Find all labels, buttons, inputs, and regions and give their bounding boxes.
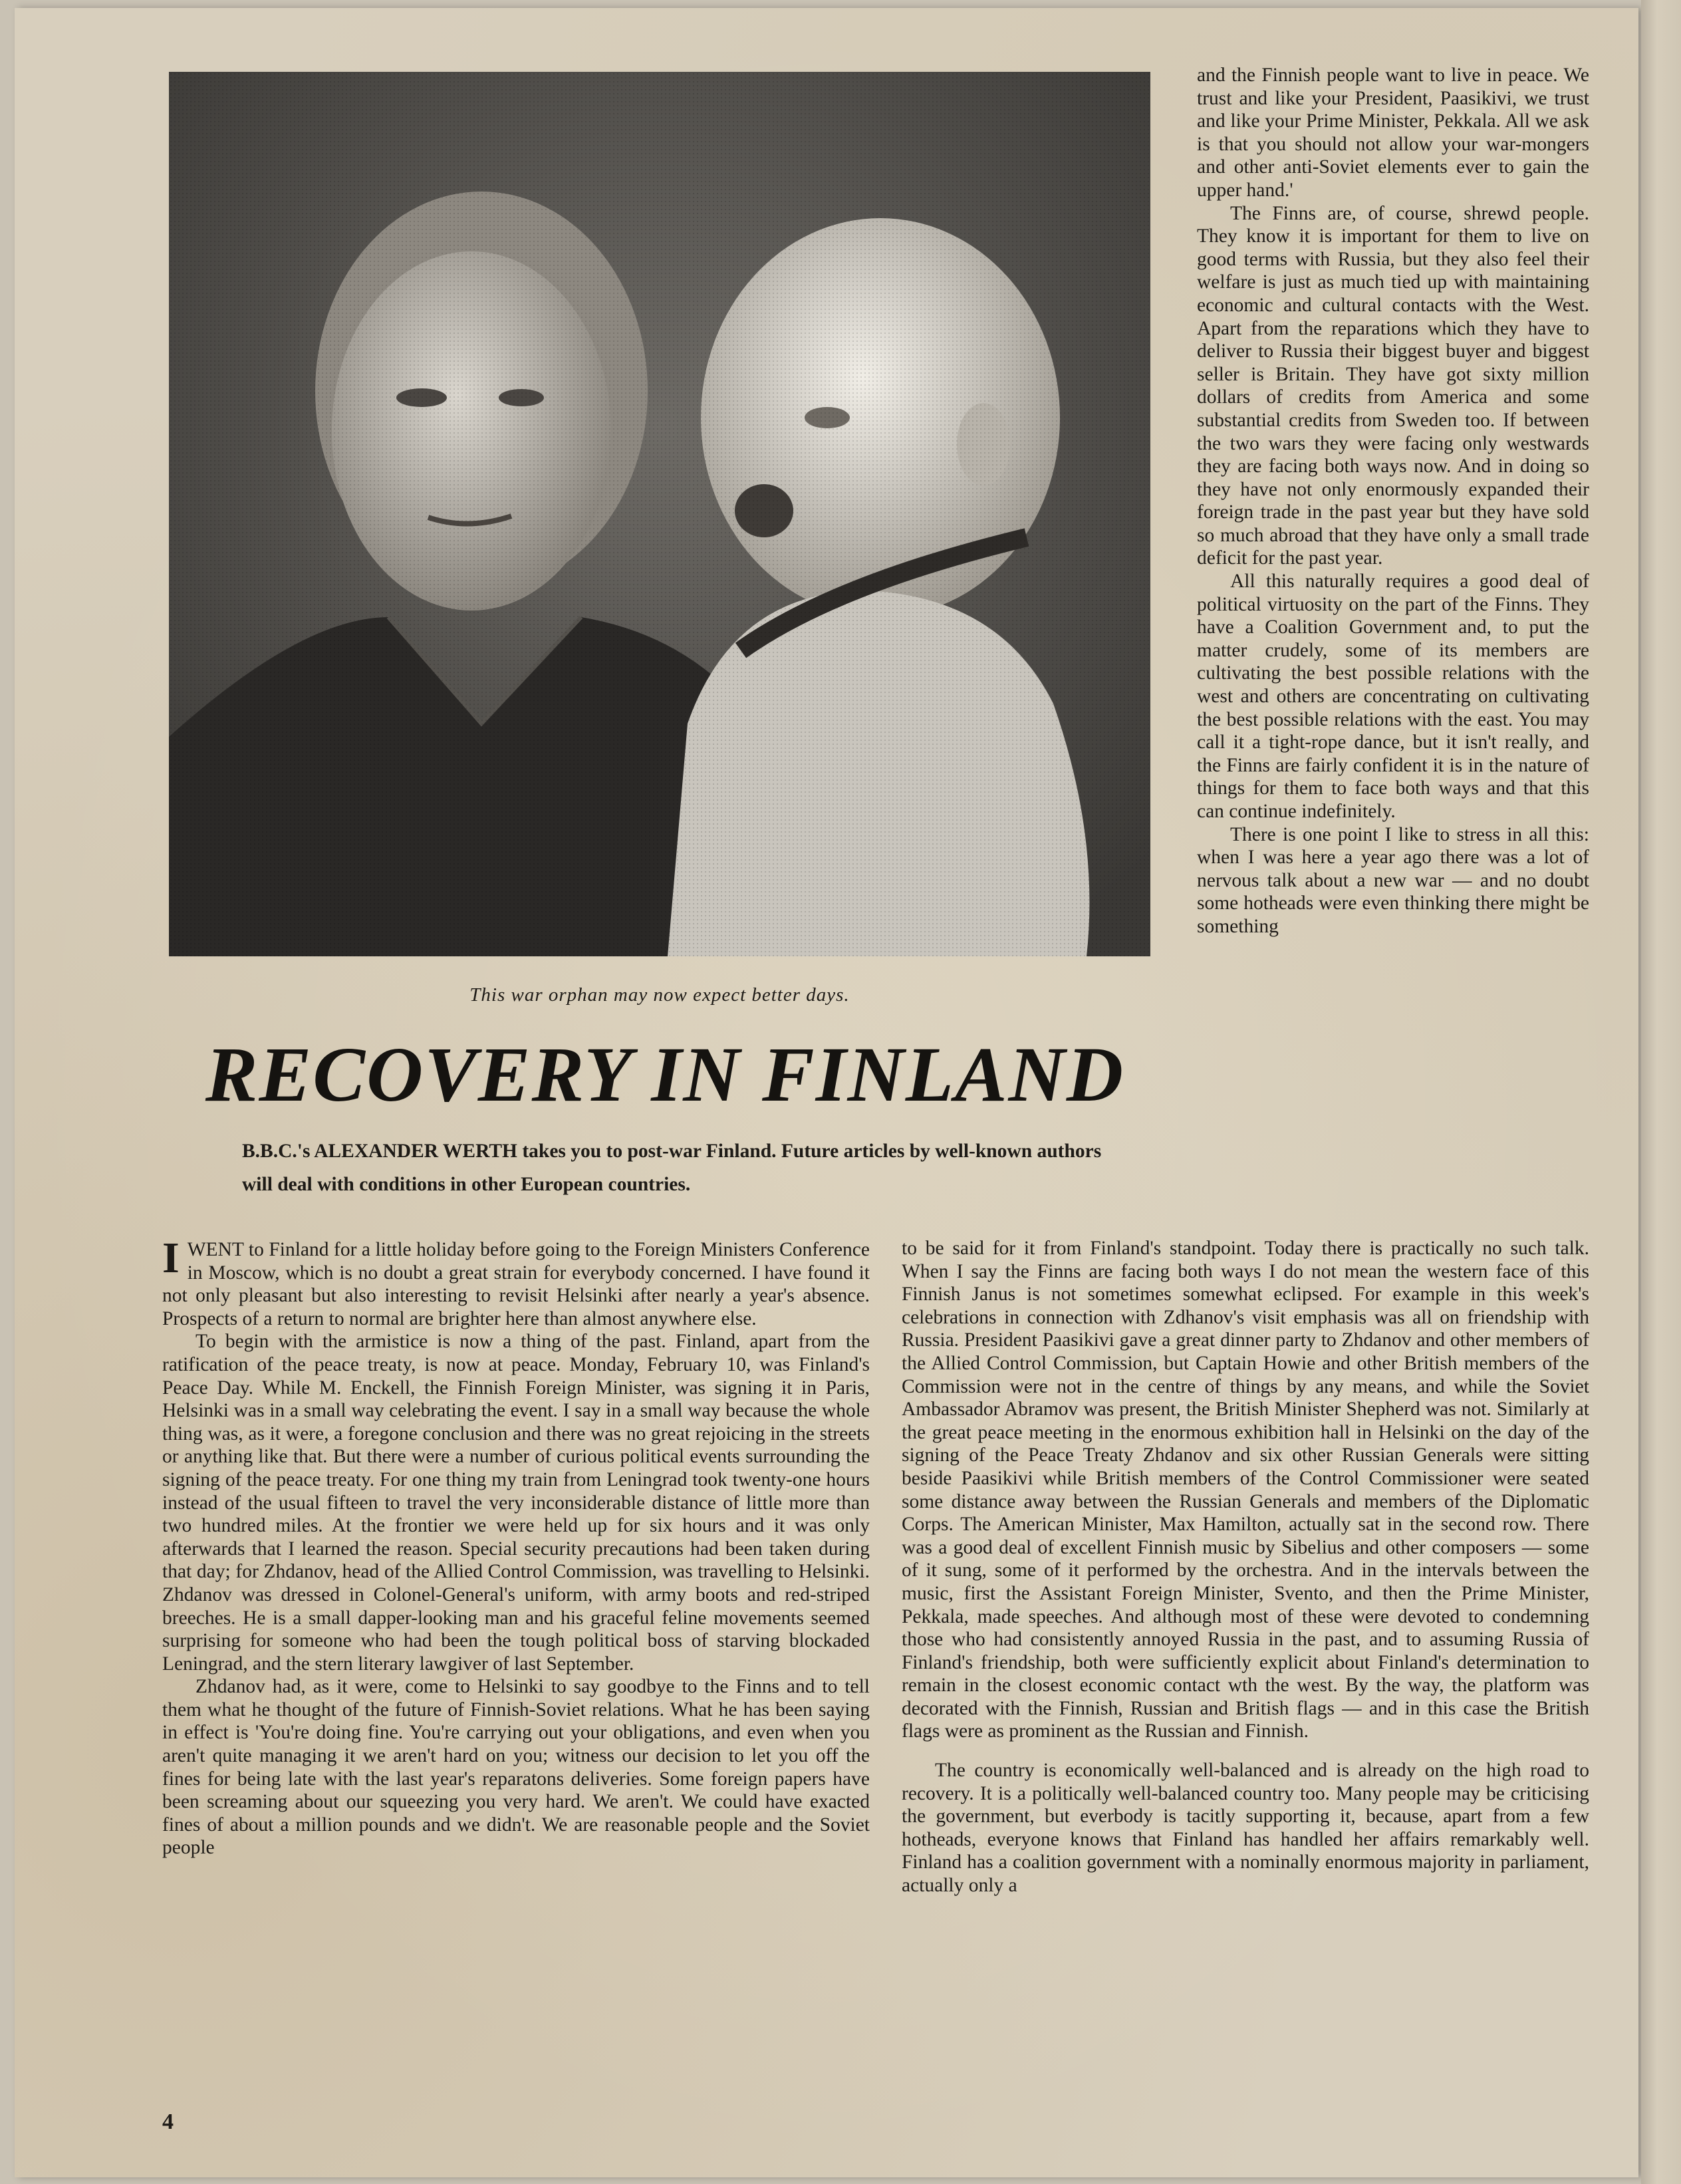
paragraph-gap [902, 1743, 1589, 1759]
paragraph: All this naturally requires a good deal of political virtuosity on the part of the Finns. They have a Coalition Government and, to put the matter crudely, some of its members are cultivating the best possible relations with the west and others are concentrating on cultivating the best possible relations with the east. You may call it a tight-rope dance, but it isn't really, and the Finns are fairly confident it is in the nature of things for them to face both ways and that this can continue indefinitely. [1197, 571, 1589, 822]
paragraph: Zhdanov had, as it were, come to Helsinki to say goodbye to the Finns and to tell them what he thought of the future of Finnish-Soviet relations. What he has been saying in effect is 'You're doing fine. You're carrying out your obligations, and even when you aren't quite managing it we aren't hard on you; witness our decision to let you off the fines for being late with the last year's reparatons deliveries. Some foreign papers have been screaming about our squeezing you very hard. We aren't. We could have exacted fines of about a million pounds and we didn't. We are reasonable people and the Soviet people [162, 1676, 870, 1859]
page-number: 4 [162, 2110, 174, 2134]
paragraph: to be said for it from Finland's standpoint. Today there is practically no such talk. When I say the Finns are facing both ways I do not mean the western face of this Finnish Janus is not sometimes somewhat eclipsed. For example in this week's celebrations in connection with Zdhanov's visit emphasis was all on friendship with Russia. President Paasikivi gave a great dinner party to Zhdanov and other members of the Allied Control Commission, but Captain Howie and other British members of the Commission were not in the centre of things by any means, and while the Soviet Ambassador Abramov was present, the British Minister Shepherd was not. Similarly at the great peace meeting in the enormous exhibition hall in Helsinki on the day of the signing of the Peace Treaty Zhdanov and six other Russian Generals were sitting beside Paasikivi while British members of the Control Commissioner were seated some distance away between the Russian Generals and members of the Diplomatic Corps. The American Minister, Max Hamilton, actually sat in the second row. There was a good deal of excellent Finnish music by Sibelius and other composers — some of it sung, some of it performed by the orchestra. And in the intervals between the music, first the Assistant Foreign Minister, Svento, and then the Prime Minister, Pekkala, made speeches. And although most of these were devoted to condemning those who had consistently annoyed Russia in the past, and to assuming Russia of Finland's friendship, both were sufficiently explicit about Finland's determination to remain in the closest economic contact wth the west. By the way, the platform was decorated with the Finnish, Russian and British flags — and in this case the British flags were as prominent as the Russian and Finnish. [902, 1238, 1589, 1742]
opening-paragraph-text: WENT to Finland for a little holiday before going to the Foreign Ministers Conference in Moscow, which is no doubt a great strain for everybody concerned. I have found it not only pleasant but also interesting to revisit Helsinki after nearly a year's absence. Prospects of a return to normal are brighter here than almost anywhere else. [162, 1239, 870, 1329]
article-headline: RECOVERY IN FINLAND [205, 1031, 1125, 1118]
right-bottom-column [902, 1237, 1589, 1897]
paragraph: To begin with the armistice is now a thing of the past. Finland, apart from the ratification of the peace treaty, is now at peace. Monday, February 10, was Finland's Peace Day. While M. Enckell, the Finnish Foreign Minister, was signing it in Paris, Helsinki was in a small way celebrating the event. I say in a small way because the whole thing was, as it were, a foregone conclusion and there was no great rejoicing in the streets or anything like that. But there were a number of curious political events surrounding the signing of the peace treaty. For one thing my train from Leningrad took twenty-one hours instead of the usual fifteen to travel the very inconsiderable distance of little more than two hundred miles. At the frontier we were held up for six hours and it was only afterwards that I learned the reason. Special security precautions had been taken during that day; for Zhdanov, head of the Allied Control Commission, was travelling to Helsinki. Zhdanov was dressed in Colonel-General's uniform, with army boots and red-striped breeches. He is a small dapper-looking man and his graceful feline movements seemed surprising for someone who had been the tough political boss of starving blockaded Leningrad, and the stern literary lawgiver of last September. [162, 1331, 870, 1675]
photo-caption: This war orphan may now expect better days. [469, 984, 850, 1006]
article-photo [169, 72, 1150, 956]
right-top-column [1197, 64, 1589, 938]
next-page-edge [1641, 0, 1681, 2184]
paragraph: The Finns are, of course, shrewd people. They know it is important for them to live on good terms with Russia, but they also feel their welfare is just as much tied up with maintaining economic and cultural contacts with the West. Apart from the reparations which they have to deliver to Russia their biggest buyer and biggest seller is Britain. They have got sixty million dollars of credits from America and some substantial credits from Sweden too. If between the two wars they were facing only westwards they are facing both ways now. And in doing so they have not only enormously expanded their foreign trade in the past year but they have sold so much abroad that they have only a small trade deficit for the past year. [1197, 202, 1589, 569]
paragraph: and the Finnish people want to live in peace. We trust and like your President, Paasikivi, we trust and like your Prime Minister, Pekkala. All we ask is that you should not allow your war-mongers and other anti-Soviet elements ever to gain the upper hand.' [1197, 65, 1589, 201]
paragraph: There is one point I like to stress in all this: when I was here a year ago there was a lot of nervous talk about a new war — and no doubt some hotheads were even thinking there might be something [1197, 823, 1589, 937]
paragraph: The country is economically well-balanced and is already on the high road to recovery. It is a politically well-balanced country too. Many people may be criticising the government, but everbody is tacitly supporting it, because, apart from a few hotheads, everyone knows that Finland has handled her affairs remarkably well. Finland has a coalition government with a nominally enormous majority in parliament, actually only a [902, 1760, 1589, 1897]
left-column [162, 1234, 870, 1859]
drop-cap: I [162, 1234, 180, 1282]
photo-woman-and-baby [169, 72, 1150, 956]
article-standfirst: B.B.C.'s ALEXANDER WERTH takes you to post-war Finland. Future articles by well-known authors will deal with conditions in other European countries. [242, 1141, 1102, 1195]
opening-paragraph [162, 1234, 870, 1330]
